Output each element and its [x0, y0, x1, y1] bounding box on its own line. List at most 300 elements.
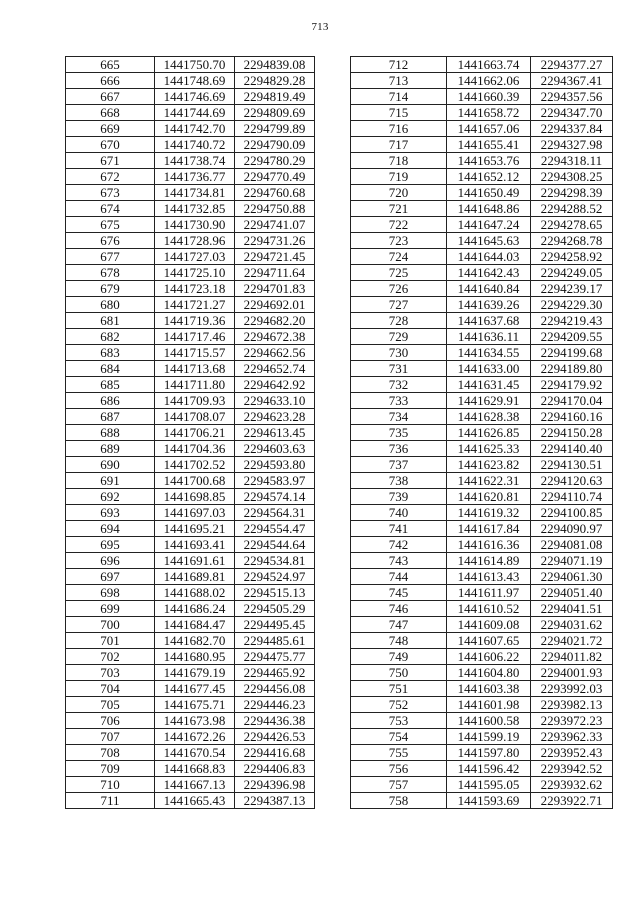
table-row — [66, 73, 315, 89]
point-number-cell: 712 — [351, 57, 447, 73]
table-row — [66, 249, 315, 265]
table-row — [66, 297, 315, 313]
point-number-cell: 738 — [351, 473, 447, 489]
x-coordinate-cell: 1441746.69 — [155, 89, 235, 105]
x-coordinate-cell: 1441689.81 — [155, 569, 235, 585]
point-number-cell: 703 — [66, 665, 155, 681]
x-coordinate-cell: 1441623.82 — [447, 457, 531, 473]
point-number-cell: 713 — [351, 73, 447, 89]
y-coordinate-cell: 2294357.56 — [531, 89, 613, 105]
x-coordinate-cell: 1441613.43 — [447, 569, 531, 585]
point-number-cell: 687 — [66, 409, 155, 425]
y-coordinate-cell: 2294011.82 — [531, 649, 613, 665]
y-coordinate-cell: 2294623.28 — [235, 409, 315, 425]
table-row — [351, 361, 613, 377]
y-coordinate-cell: 2294564.31 — [235, 505, 315, 521]
x-coordinate-cell: 1441639.26 — [447, 297, 531, 313]
y-coordinate-cell: 2294475.77 — [235, 649, 315, 665]
table-row — [351, 137, 613, 153]
y-coordinate-cell: 2294603.63 — [235, 441, 315, 457]
point-number-cell: 689 — [66, 441, 155, 457]
point-number-cell: 691 — [66, 473, 155, 489]
x-coordinate-cell: 1441668.83 — [155, 761, 235, 777]
point-number-cell: 704 — [66, 681, 155, 697]
x-coordinate-cell: 1441645.63 — [447, 233, 531, 249]
y-coordinate-cell: 2294741.07 — [235, 217, 315, 233]
x-coordinate-cell: 1441596.42 — [447, 761, 531, 777]
y-coordinate-cell: 2294770.49 — [235, 169, 315, 185]
point-number-cell: 755 — [351, 745, 447, 761]
y-coordinate-cell: 2294071.19 — [531, 553, 613, 569]
point-number-cell: 669 — [66, 121, 155, 137]
point-number-cell: 756 — [351, 761, 447, 777]
y-coordinate-cell: 2294790.09 — [235, 137, 315, 153]
y-coordinate-cell: 2294711.64 — [235, 265, 315, 281]
y-coordinate-cell: 2294239.17 — [531, 281, 613, 297]
x-coordinate-cell: 1441648.86 — [447, 201, 531, 217]
point-number-cell: 742 — [351, 537, 447, 553]
x-coordinate-cell: 1441742.70 — [155, 121, 235, 137]
table-row — [66, 665, 315, 681]
point-number-cell: 677 — [66, 249, 155, 265]
x-coordinate-cell: 1441631.45 — [447, 377, 531, 393]
table-row — [351, 153, 613, 169]
point-number-cell: 757 — [351, 777, 447, 793]
table-row — [66, 521, 315, 537]
x-coordinate-cell: 1441610.52 — [447, 601, 531, 617]
table-row — [66, 89, 315, 105]
point-number-cell: 732 — [351, 377, 447, 393]
y-coordinate-cell: 2294839.08 — [235, 57, 315, 73]
y-coordinate-cell: 2294100.85 — [531, 505, 613, 521]
x-coordinate-cell: 1441717.46 — [155, 329, 235, 345]
x-coordinate-cell: 1441670.54 — [155, 745, 235, 761]
table-row — [66, 553, 315, 569]
y-coordinate-cell: 2294347.70 — [531, 105, 613, 121]
table-row — [66, 649, 315, 665]
point-number-cell: 676 — [66, 233, 155, 249]
x-coordinate-cell: 1441593.69 — [447, 793, 531, 809]
point-number-cell: 737 — [351, 457, 447, 473]
table-row — [351, 329, 613, 345]
y-coordinate-cell: 2294090.97 — [531, 521, 613, 537]
table-row — [66, 313, 315, 329]
point-number-cell: 733 — [351, 393, 447, 409]
x-coordinate-cell: 1441604.80 — [447, 665, 531, 681]
table-row — [351, 249, 613, 265]
y-coordinate-cell: 2294150.28 — [531, 425, 613, 441]
table-row — [351, 777, 613, 793]
table-row — [66, 761, 315, 777]
table-row — [351, 425, 613, 441]
point-number-cell: 681 — [66, 313, 155, 329]
point-number-cell: 736 — [351, 441, 447, 457]
point-number-cell: 671 — [66, 153, 155, 169]
table-row — [66, 585, 315, 601]
y-coordinate-cell: 2293962.33 — [531, 729, 613, 745]
point-number-cell: 685 — [66, 377, 155, 393]
y-coordinate-cell: 2294081.08 — [531, 537, 613, 553]
x-coordinate-cell: 1441695.21 — [155, 521, 235, 537]
point-number-cell: 670 — [66, 137, 155, 153]
y-coordinate-cell: 2294268.78 — [531, 233, 613, 249]
x-coordinate-cell: 1441634.55 — [447, 345, 531, 361]
y-coordinate-cell: 2294170.04 — [531, 393, 613, 409]
x-coordinate-cell: 1441599.19 — [447, 729, 531, 745]
table-row — [351, 297, 613, 313]
y-coordinate-cell: 2294505.29 — [235, 601, 315, 617]
point-number-cell: 684 — [66, 361, 155, 377]
x-coordinate-cell: 1441660.39 — [447, 89, 531, 105]
table-row — [66, 745, 315, 761]
x-coordinate-cell: 1441667.13 — [155, 777, 235, 793]
table-row — [66, 441, 315, 457]
x-coordinate-cell: 1441665.43 — [155, 793, 235, 809]
x-coordinate-cell: 1441721.27 — [155, 297, 235, 313]
x-coordinate-cell: 1441662.06 — [447, 73, 531, 89]
x-coordinate-cell: 1441706.21 — [155, 425, 235, 441]
table-row — [66, 729, 315, 745]
x-coordinate-cell: 1441628.38 — [447, 409, 531, 425]
point-number-cell: 668 — [66, 105, 155, 121]
x-coordinate-cell: 1441603.38 — [447, 681, 531, 697]
table-row — [351, 441, 613, 457]
table-row — [351, 89, 613, 105]
table-row — [351, 345, 613, 361]
table-row — [351, 729, 613, 745]
table-row — [66, 217, 315, 233]
point-number-cell: 749 — [351, 649, 447, 665]
x-coordinate-cell: 1441652.12 — [447, 169, 531, 185]
table-row — [66, 697, 315, 713]
y-coordinate-cell: 2294692.01 — [235, 297, 315, 313]
y-coordinate-cell: 2294318.11 — [531, 153, 613, 169]
y-coordinate-cell: 2294701.83 — [235, 281, 315, 297]
x-coordinate-cell: 1441619.32 — [447, 505, 531, 521]
point-number-cell: 674 — [66, 201, 155, 217]
table-row — [66, 633, 315, 649]
x-coordinate-cell: 1441609.08 — [447, 617, 531, 633]
point-number-cell: 679 — [66, 281, 155, 297]
x-coordinate-cell: 1441625.33 — [447, 441, 531, 457]
y-coordinate-cell: 2294021.72 — [531, 633, 613, 649]
point-number-cell: 682 — [66, 329, 155, 345]
y-coordinate-cell: 2294515.13 — [235, 585, 315, 601]
y-coordinate-cell: 2294672.38 — [235, 329, 315, 345]
point-number-cell: 726 — [351, 281, 447, 297]
y-coordinate-cell: 2293942.52 — [531, 761, 613, 777]
x-coordinate-cell: 1441607.65 — [447, 633, 531, 649]
point-number-cell: 708 — [66, 745, 155, 761]
table-row — [351, 793, 613, 809]
y-coordinate-cell: 2293952.43 — [531, 745, 613, 761]
x-coordinate-cell: 1441620.81 — [447, 489, 531, 505]
y-coordinate-cell: 2294160.16 — [531, 409, 613, 425]
point-number-cell: 666 — [66, 73, 155, 89]
x-coordinate-cell: 1441637.68 — [447, 313, 531, 329]
x-coordinate-cell: 1441725.10 — [155, 265, 235, 281]
x-coordinate-cell: 1441658.72 — [447, 105, 531, 121]
x-coordinate-cell: 1441727.03 — [155, 249, 235, 265]
x-coordinate-cell: 1441616.36 — [447, 537, 531, 553]
point-number-cell: 720 — [351, 185, 447, 201]
x-coordinate-cell: 1441601.98 — [447, 697, 531, 713]
x-coordinate-cell: 1441629.91 — [447, 393, 531, 409]
table-row — [66, 425, 315, 441]
table-row — [351, 281, 613, 297]
point-number-cell: 728 — [351, 313, 447, 329]
table-row — [66, 153, 315, 169]
table-row — [351, 745, 613, 761]
point-number-cell: 707 — [66, 729, 155, 745]
x-coordinate-cell: 1441713.68 — [155, 361, 235, 377]
table-row — [351, 105, 613, 121]
x-coordinate-cell: 1441704.36 — [155, 441, 235, 457]
point-number-cell: 716 — [351, 121, 447, 137]
x-coordinate-cell: 1441626.85 — [447, 425, 531, 441]
table-row — [351, 313, 613, 329]
point-number-cell: 752 — [351, 697, 447, 713]
table-row — [66, 537, 315, 553]
table-row — [66, 105, 315, 121]
y-coordinate-cell: 2294642.92 — [235, 377, 315, 393]
y-coordinate-cell: 2294249.05 — [531, 265, 613, 281]
x-coordinate-cell: 1441675.71 — [155, 697, 235, 713]
point-number-cell: 694 — [66, 521, 155, 537]
y-coordinate-cell: 2294278.65 — [531, 217, 613, 233]
x-coordinate-cell: 1441719.36 — [155, 313, 235, 329]
y-coordinate-cell: 2294652.74 — [235, 361, 315, 377]
point-number-cell: 753 — [351, 713, 447, 729]
table-row — [66, 393, 315, 409]
point-number-cell: 718 — [351, 153, 447, 169]
table-row — [351, 537, 613, 553]
table-row — [351, 185, 613, 201]
y-coordinate-cell: 2294396.98 — [235, 777, 315, 793]
point-number-cell: 729 — [351, 329, 447, 345]
y-coordinate-cell: 2294544.64 — [235, 537, 315, 553]
x-coordinate-cell: 1441734.81 — [155, 185, 235, 201]
point-number-cell: 702 — [66, 649, 155, 665]
table-row — [351, 697, 613, 713]
point-number-cell: 665 — [66, 57, 155, 73]
y-coordinate-cell: 2294258.92 — [531, 249, 613, 265]
y-coordinate-cell: 2294613.45 — [235, 425, 315, 441]
x-coordinate-cell: 1441728.96 — [155, 233, 235, 249]
point-number-cell: 710 — [66, 777, 155, 793]
y-coordinate-cell: 2294179.92 — [531, 377, 613, 393]
point-number-cell: 754 — [351, 729, 447, 745]
x-coordinate-cell: 1441650.49 — [447, 185, 531, 201]
y-coordinate-cell: 2294041.51 — [531, 601, 613, 617]
y-coordinate-cell: 2294750.88 — [235, 201, 315, 217]
table-row — [351, 409, 613, 425]
table-row — [351, 73, 613, 89]
table-row — [66, 185, 315, 201]
y-coordinate-cell: 2294130.51 — [531, 457, 613, 473]
point-number-cell: 741 — [351, 521, 447, 537]
y-coordinate-cell: 2293972.23 — [531, 713, 613, 729]
y-coordinate-cell: 2294061.30 — [531, 569, 613, 585]
table-row — [351, 761, 613, 777]
table-row — [66, 617, 315, 633]
x-coordinate-cell: 1441711.80 — [155, 377, 235, 393]
table-row — [66, 345, 315, 361]
table-row — [66, 473, 315, 489]
table-row — [351, 601, 613, 617]
table-row — [351, 569, 613, 585]
table-row — [66, 713, 315, 729]
table-row — [351, 489, 613, 505]
y-coordinate-cell: 2294327.98 — [531, 137, 613, 153]
table-row — [351, 169, 613, 185]
table-row — [351, 649, 613, 665]
x-coordinate-cell: 1441738.74 — [155, 153, 235, 169]
x-coordinate-cell: 1441744.69 — [155, 105, 235, 121]
table-row — [66, 57, 315, 73]
point-number-cell: 695 — [66, 537, 155, 553]
x-coordinate-cell: 1441633.00 — [447, 361, 531, 377]
point-number-cell: 698 — [66, 585, 155, 601]
point-number-cell: 725 — [351, 265, 447, 281]
x-coordinate-cell: 1441644.03 — [447, 249, 531, 265]
y-coordinate-cell: 2294229.30 — [531, 297, 613, 313]
point-number-cell: 714 — [351, 89, 447, 105]
point-number-cell: 719 — [351, 169, 447, 185]
x-coordinate-cell: 1441723.18 — [155, 281, 235, 297]
point-number-cell: 693 — [66, 505, 155, 521]
table-row — [351, 457, 613, 473]
point-number-cell: 672 — [66, 169, 155, 185]
y-coordinate-cell: 2294209.55 — [531, 329, 613, 345]
point-number-cell: 721 — [351, 201, 447, 217]
y-coordinate-cell: 2294633.10 — [235, 393, 315, 409]
table-row — [351, 473, 613, 489]
table-row — [66, 377, 315, 393]
y-coordinate-cell: 2294308.25 — [531, 169, 613, 185]
coordinates-table-left-body — [66, 57, 315, 809]
table-row — [66, 169, 315, 185]
table-row — [351, 265, 613, 281]
y-coordinate-cell: 2294721.45 — [235, 249, 315, 265]
point-number-cell: 706 — [66, 713, 155, 729]
table-row — [351, 505, 613, 521]
x-coordinate-cell: 1441684.47 — [155, 617, 235, 633]
point-number-cell: 758 — [351, 793, 447, 809]
table-row — [66, 457, 315, 473]
point-number-cell: 731 — [351, 361, 447, 377]
table-row — [351, 217, 613, 233]
y-coordinate-cell: 2294140.40 — [531, 441, 613, 457]
x-coordinate-cell: 1441736.77 — [155, 169, 235, 185]
x-coordinate-cell: 1441655.41 — [447, 137, 531, 153]
x-coordinate-cell: 1441617.84 — [447, 521, 531, 537]
y-coordinate-cell: 2294436.38 — [235, 713, 315, 729]
point-number-cell: 735 — [351, 425, 447, 441]
point-number-cell: 724 — [351, 249, 447, 265]
y-coordinate-cell: 2294534.81 — [235, 553, 315, 569]
y-coordinate-cell: 2294731.26 — [235, 233, 315, 249]
x-coordinate-cell: 1441597.80 — [447, 745, 531, 761]
y-coordinate-cell: 2294809.69 — [235, 105, 315, 121]
point-number-cell: 700 — [66, 617, 155, 633]
coordinates-table-left — [65, 56, 315, 809]
point-number-cell: 711 — [66, 793, 155, 809]
point-number-cell: 675 — [66, 217, 155, 233]
table-row — [351, 665, 613, 681]
table-row — [66, 505, 315, 521]
y-coordinate-cell: 2294367.41 — [531, 73, 613, 89]
y-coordinate-cell: 2293992.03 — [531, 681, 613, 697]
y-coordinate-cell: 2294780.29 — [235, 153, 315, 169]
x-coordinate-cell: 1441606.22 — [447, 649, 531, 665]
point-number-cell: 744 — [351, 569, 447, 585]
point-number-cell: 751 — [351, 681, 447, 697]
x-coordinate-cell: 1441622.31 — [447, 473, 531, 489]
point-number-cell: 745 — [351, 585, 447, 601]
x-coordinate-cell: 1441677.45 — [155, 681, 235, 697]
x-coordinate-cell: 1441732.85 — [155, 201, 235, 217]
y-coordinate-cell: 2294819.49 — [235, 89, 315, 105]
point-number-cell: 730 — [351, 345, 447, 361]
y-coordinate-cell: 2294199.68 — [531, 345, 613, 361]
table-row — [351, 617, 613, 633]
table-row — [66, 265, 315, 281]
table-row — [66, 569, 315, 585]
point-number-cell: 717 — [351, 137, 447, 153]
x-coordinate-cell: 1441642.43 — [447, 265, 531, 281]
y-coordinate-cell: 2294485.61 — [235, 633, 315, 649]
y-coordinate-cell: 2294495.45 — [235, 617, 315, 633]
x-coordinate-cell: 1441611.97 — [447, 585, 531, 601]
y-coordinate-cell: 2294593.80 — [235, 457, 315, 473]
y-coordinate-cell: 2294110.74 — [531, 489, 613, 505]
y-coordinate-cell: 2294465.92 — [235, 665, 315, 681]
point-number-cell: 750 — [351, 665, 447, 681]
x-coordinate-cell: 1441653.76 — [447, 153, 531, 169]
point-number-cell: 727 — [351, 297, 447, 313]
table-row — [351, 393, 613, 409]
point-number-cell: 739 — [351, 489, 447, 505]
x-coordinate-cell: 1441702.52 — [155, 457, 235, 473]
x-coordinate-cell: 1441640.84 — [447, 281, 531, 297]
table-row — [351, 521, 613, 537]
x-coordinate-cell: 1441709.93 — [155, 393, 235, 409]
x-coordinate-cell: 1441682.70 — [155, 633, 235, 649]
x-coordinate-cell: 1441614.89 — [447, 553, 531, 569]
point-number-cell: 747 — [351, 617, 447, 633]
table-row — [351, 553, 613, 569]
table-row — [351, 57, 613, 73]
x-coordinate-cell: 1441636.11 — [447, 329, 531, 345]
table-row — [66, 121, 315, 137]
point-number-cell: 734 — [351, 409, 447, 425]
x-coordinate-cell: 1441672.26 — [155, 729, 235, 745]
point-number-cell: 699 — [66, 601, 155, 617]
table-row — [351, 201, 613, 217]
x-coordinate-cell: 1441700.68 — [155, 473, 235, 489]
table-row — [66, 409, 315, 425]
y-coordinate-cell: 2293982.13 — [531, 697, 613, 713]
point-number-cell: 697 — [66, 569, 155, 585]
x-coordinate-cell: 1441680.95 — [155, 649, 235, 665]
point-number-cell: 715 — [351, 105, 447, 121]
y-coordinate-cell: 2294416.68 — [235, 745, 315, 761]
x-coordinate-cell: 1441748.69 — [155, 73, 235, 89]
y-coordinate-cell: 2293922.71 — [531, 793, 613, 809]
y-coordinate-cell: 2294298.39 — [531, 185, 613, 201]
y-coordinate-cell: 2294337.84 — [531, 121, 613, 137]
